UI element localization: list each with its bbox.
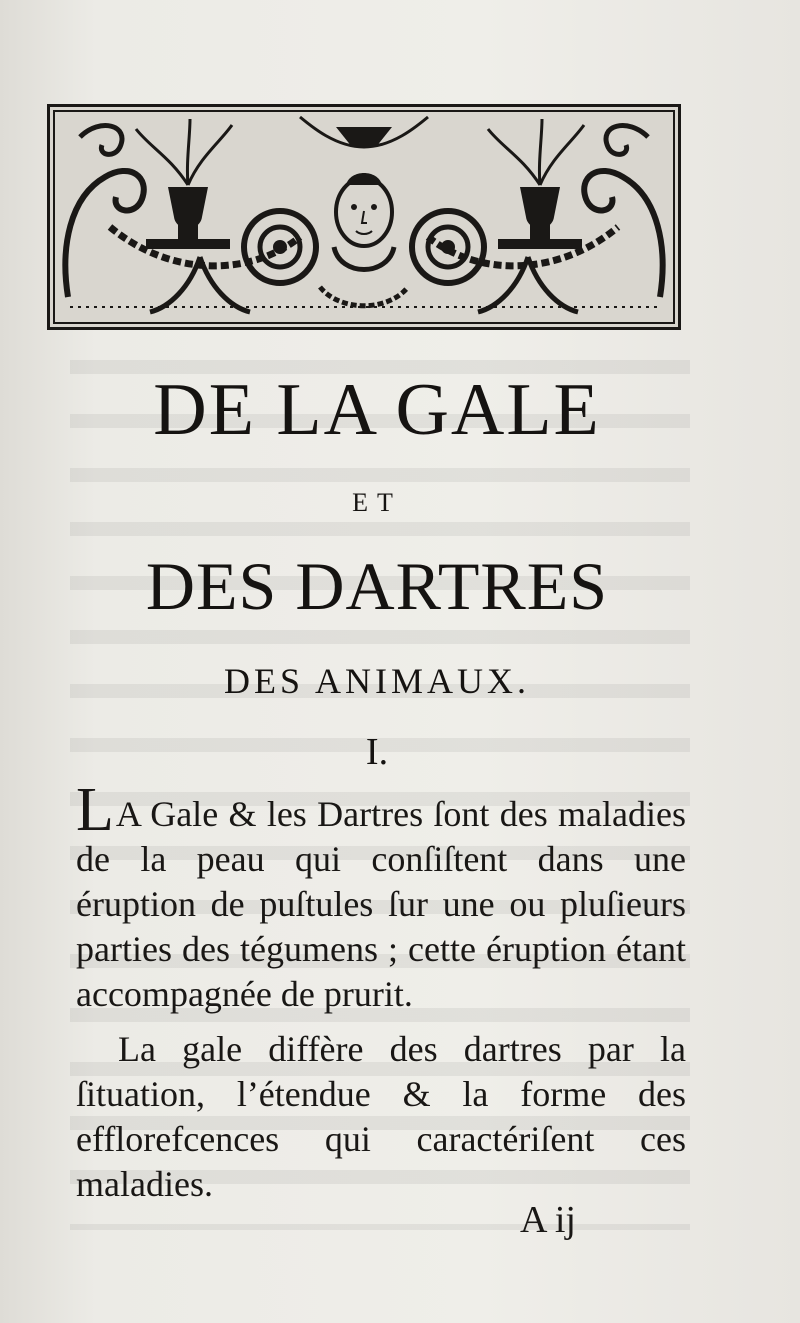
title-line-1: DE LA GALE xyxy=(153,369,601,451)
body-text xyxy=(76,776,686,1207)
signature-mark: A ij xyxy=(520,1199,576,1241)
ornamental-headpiece xyxy=(47,104,681,330)
paragraph-1-text: A Gale & les Dartres ſont des maladies de la peau qui conſiſtent dans une éruption de puſtules ſur une ou pluſieurs parties des tégumens ; cette éruption étant accompagnée de prurit. xyxy=(76,794,686,1014)
paragraph-1 xyxy=(76,776,686,1017)
title-line-3: DES DARTRES xyxy=(145,548,609,624)
title-line-2: ET xyxy=(352,488,402,517)
dropcap: L xyxy=(76,776,114,844)
paragraph-2: La gale diffère des dartres par la ſituation, l’étendue & la forme des efflorefcences qui caractériſent ces maladies. xyxy=(76,1029,686,1204)
title-line-4: DES ANIMAUX. xyxy=(223,661,530,701)
section-number: I. xyxy=(365,731,389,773)
